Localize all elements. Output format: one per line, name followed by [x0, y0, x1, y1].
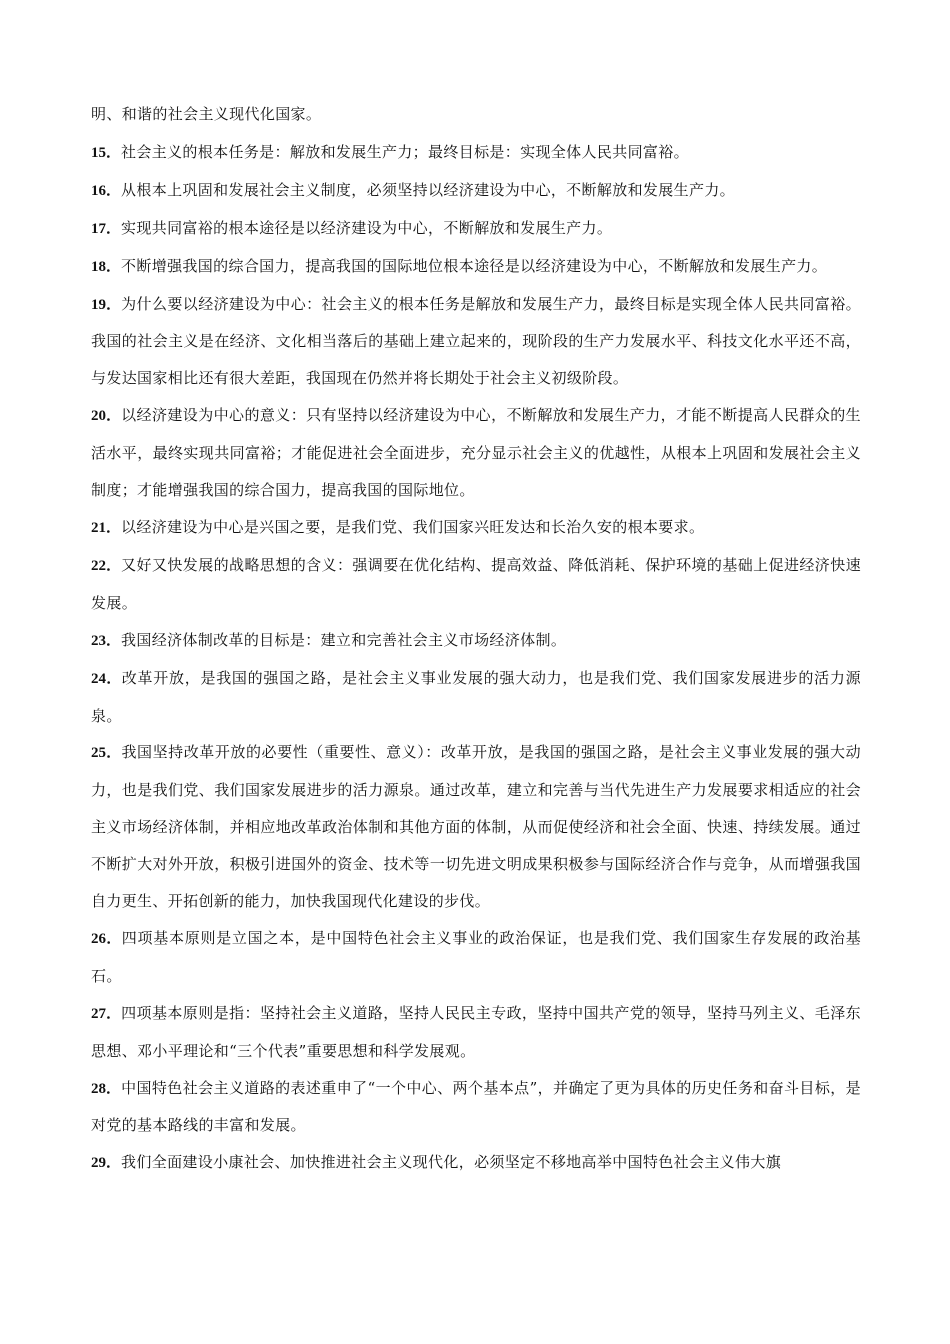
paragraph-23 — [91, 622, 861, 660]
paragraph-text: 中国特色社会主义道路的表述重申了“一个中心、两个基本点”，并确定了更为具体的历史任务和奋斗目标，是对党的基本路线的丰富和发展。 — [91, 1078, 861, 1135]
paragraph-24 — [91, 660, 861, 735]
paragraph-17 — [91, 210, 861, 248]
paragraph-text: 为什么要以经济建设为中心：社会主义的根本任务是解放和发展生产力，最终目标是实现全体人民共同富裕。我国的社会主义是在经济、文化相当落后的基础上建立起来的，现阶段的生产力发展水平、科技文化水平还不高，与发达国家相比还有很大差距，我国现在仍然并将长期处于社会主义初级阶段。 — [91, 294, 861, 388]
paragraph-29 — [91, 1144, 861, 1182]
paragraph-number: 29． — [91, 1155, 122, 1172]
paragraph-continuation — [91, 96, 861, 134]
paragraph-number: 25． — [91, 745, 122, 762]
paragraph-20 — [91, 397, 861, 509]
document-page — [91, 96, 861, 1182]
paragraph-15 — [91, 134, 861, 172]
paragraph-text: 我国经济体制改革的目标是：建立和完善社会主义市场经济体制。 — [121, 630, 567, 649]
paragraph-number: 23． — [91, 632, 122, 649]
paragraph-text: 从根本上巩固和发展社会主义制度，必须坚持以经济建设为中心，不断解放和发展生产力。 — [121, 180, 736, 199]
paragraph-22 — [91, 547, 861, 622]
paragraph-27 — [91, 995, 861, 1070]
paragraph-text: 改革开放，是我国的强国之路，是社会主义事业发展的强大动力，也是我们党、我们国家发展进步的活力源泉。 — [91, 668, 861, 725]
paragraph-number: 15． — [91, 144, 122, 161]
paragraph-number: 20． — [91, 408, 122, 425]
paragraph-number: 19． — [91, 296, 122, 313]
paragraph-text: 四项基本原则是立国之本，是中国特色社会主义事业的政治保证，也是我们党、我们国家生存发展的政治基石。 — [91, 928, 861, 985]
paragraph-text: 实现共同富裕的根本途径是以经济建设为中心，不断解放和发展生产力。 — [121, 218, 613, 237]
paragraph-number: 22． — [91, 557, 122, 574]
paragraph-21 — [91, 509, 861, 547]
paragraph-number: 17． — [91, 220, 122, 237]
paragraph-text: 社会主义的根本任务是：解放和发展生产力；最终目标是：实现全体人民共同富裕。 — [121, 142, 689, 161]
paragraph-number: 26． — [91, 930, 122, 947]
paragraph-number: 16． — [91, 182, 122, 199]
paragraph-text: 我国坚持改革开放的必要性（重要性、意义）：改革开放，是我国的强国之路，是社会主义事业发展的强大动力，也是我们党、我们国家发展进步的活力源泉。通过改革，建立和完善与当代先进生产力发展要求相适应的社会主义市场经济体制，并相应地改革政治体制和其他方面的体制，从而促使经济和社会全面、快速、持续发展。通过不断扩大对外开放，积极引进国外的资金、技术等一切先进文明成果积极参与国际经济合作与竞争，从而增强我国自力更生、开拓创新的能力，加快我国现代化建设的步伐。 — [91, 743, 861, 911]
paragraph-number: 24． — [91, 670, 122, 687]
paragraph-26 — [91, 920, 861, 995]
paragraph-number: 28． — [91, 1080, 122, 1097]
paragraph-number: 18． — [91, 258, 122, 275]
paragraph-text: 以经济建设为中心是兴国之要，是我们党、我们国家兴旺发达和长治久安的根本要求。 — [121, 517, 705, 536]
paragraph-number: 27． — [91, 1005, 122, 1022]
paragraph-text: 又好又快发展的战略思想的含义：强调要在优化结构、提高效益、降低消耗、保护环境的基础上促进经济快速发展。 — [91, 555, 861, 612]
paragraph-text: 不断增强我国的综合国力，提高我国的国际地位根本途径是以经济建设为中心，不断解放和发展生产力。 — [121, 256, 828, 275]
paragraph-text: 四项基本原则是指：坚持社会主义道路，坚持人民民主专政，坚持中国共产党的领导，坚持马列主义、毛泽东思想、邓小平理论和“三个代表”重要思想和科学发展观。 — [91, 1003, 861, 1060]
paragraph-25 — [91, 734, 861, 920]
paragraph-18 — [91, 248, 861, 286]
paragraph-19 — [91, 286, 861, 398]
paragraph-16 — [91, 172, 861, 210]
paragraph-text: 明、和谐的社会主义现代化国家。 — [91, 105, 322, 123]
paragraph-number: 21． — [91, 519, 122, 536]
paragraph-text: 以经济建设为中心的意义：只有坚持以经济建设为中心，不断解放和发展生产力，才能不断提高人民群众的生活水平，最终实现共同富裕；才能促进社会全面进步，充分显示社会主义的优越性，从根本上巩固和发展社会主义制度；才能增强我国的综合国力，提高我国的国际地位。 — [91, 406, 861, 500]
paragraph-text: 我们全面建设小康社会、加快推进社会主义现代化，必须坚定不移地高举中国特色社会主义伟大旗 — [121, 1153, 782, 1172]
paragraph-28 — [91, 1070, 861, 1145]
